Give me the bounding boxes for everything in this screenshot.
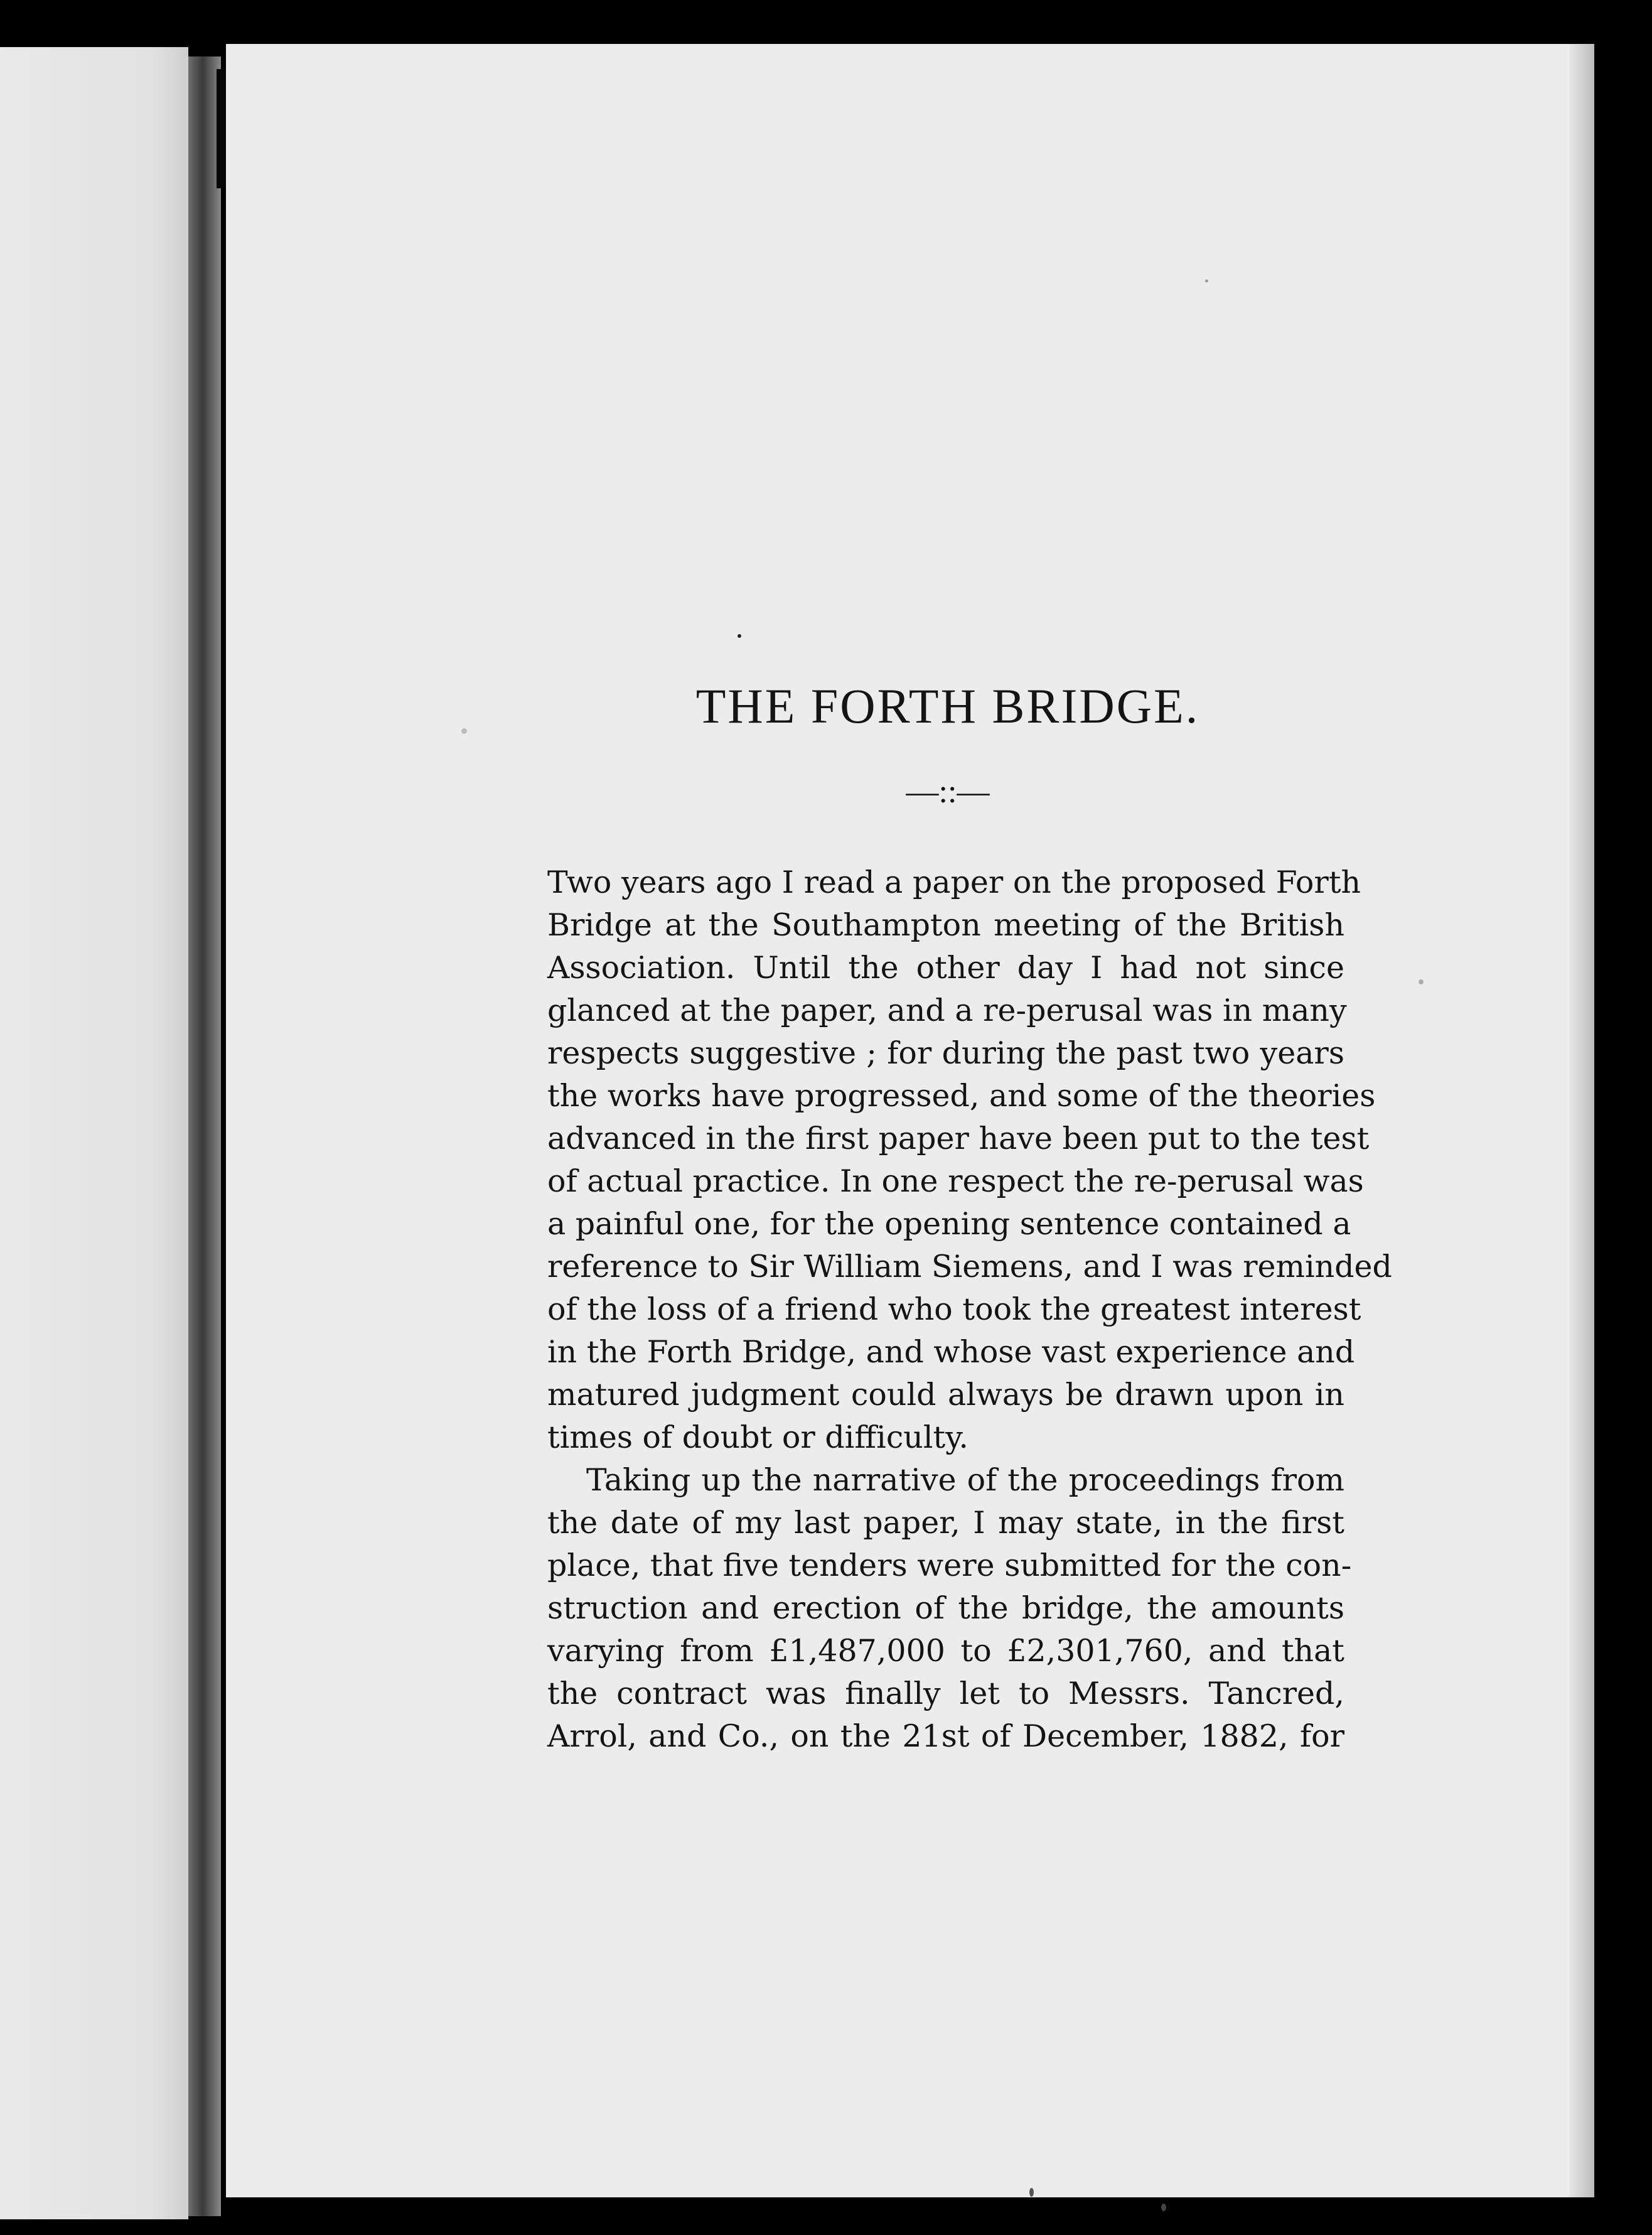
facing-page-edge xyxy=(0,47,188,2219)
paper-speck xyxy=(1205,279,1208,283)
text-line: the contract was finally let to Messrs. Tancred, xyxy=(547,1676,1344,1711)
text-line: a painful one, for the opening sentence contained a xyxy=(547,1206,1351,1242)
paper-speck xyxy=(1419,979,1424,984)
text-line: in the Forth Bridge, and whose vast experience and xyxy=(547,1334,1355,1370)
text-line: reference to Sir William Siemens, and I was reminded xyxy=(547,1249,1392,1284)
title-ornament: —::— xyxy=(906,774,990,810)
page-title: THE FORTH BRIDGE. xyxy=(695,679,1200,733)
paper-speck xyxy=(1029,2188,1034,2197)
text-line: Two years ago I read a paper on the proposed Forth xyxy=(547,864,1361,900)
text-line: struction and erection of the bridge, the amounts xyxy=(547,1590,1344,1626)
text-line: Taking up the narrative of the proceedings from xyxy=(586,1462,1344,1498)
text-line: respects suggestive ; for during the past two years xyxy=(547,1035,1344,1071)
paragraph-2 xyxy=(547,1459,1352,1758)
text-line: varying from £1,487,000 to £2,301,760, and that xyxy=(547,1633,1344,1669)
text-line: advanced in the first paper have been put to the test xyxy=(547,1121,1370,1156)
text-line: of actual practice. In one respect the re-perusal was xyxy=(547,1163,1364,1199)
body-text xyxy=(547,861,1392,1758)
text-line: the date of my last paper, I may state, in the first xyxy=(547,1505,1344,1541)
book-gutter xyxy=(188,57,221,2216)
text-line: of the loss of a friend who took the greatest interest xyxy=(547,1291,1361,1327)
text-line: glanced at the paper, and a re-perusal was in many xyxy=(547,993,1347,1028)
page-edge-shadow xyxy=(1569,44,1594,2197)
text-line: the works have progressed, and some of the theories xyxy=(547,1078,1376,1114)
paper-speck xyxy=(738,634,741,638)
text-line: Bridge at the Southampton meeting of the British xyxy=(547,907,1344,943)
text-line: Arrol, and Co., on the 21st of December, 1882, for xyxy=(547,1718,1344,1754)
text-line: Association. Until the other day I had not since xyxy=(547,950,1344,986)
text-line: times of doubt or difficulty. xyxy=(547,1419,968,1455)
text-line: matured judgment could always be drawn upon in xyxy=(547,1377,1344,1413)
text-line: place, that five tenders were submitted for the con- xyxy=(547,1548,1352,1583)
paragraph-1 xyxy=(547,861,1392,1459)
paper-speck xyxy=(1161,2204,1166,2211)
paper-speck xyxy=(461,728,467,734)
